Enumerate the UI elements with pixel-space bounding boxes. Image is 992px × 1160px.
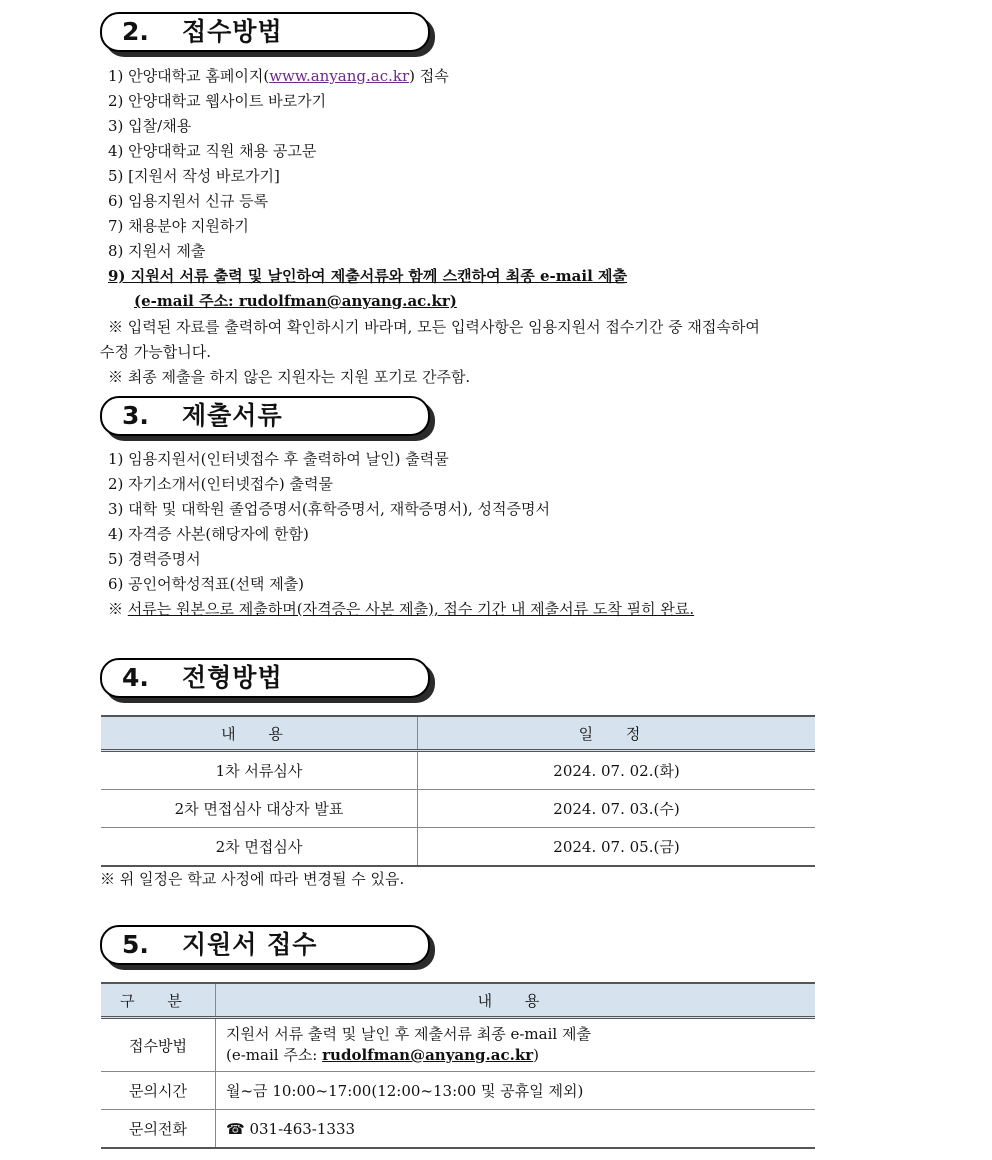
section-heading-5 bbox=[100, 925, 430, 965]
note-review-cont: 수정 가능합니다. bbox=[100, 343, 211, 361]
column-header: 일 정 bbox=[418, 716, 816, 751]
table-cell: 1차 서류심사 bbox=[101, 751, 418, 790]
selection-schedule-table bbox=[101, 715, 815, 867]
table-cell: 2차 면접심사 bbox=[101, 828, 418, 867]
list-item: 3) 입찰/채용 bbox=[108, 117, 192, 135]
table-header-row bbox=[101, 983, 815, 1018]
note-final-submit: ※ 최종 제출을 하지 않은 지원자는 지원 포기로 간주함. bbox=[108, 368, 471, 386]
list-item: 2) 안양대학교 웹사이트 바로가기 bbox=[108, 92, 327, 110]
section-heading-2 bbox=[100, 12, 430, 52]
section-title: 지원서 접수 bbox=[182, 930, 318, 959]
list-item: 7) 채용분야 지원하기 bbox=[108, 217, 249, 235]
application-steps-list bbox=[108, 64, 627, 314]
submit-email-text: (e-mail 주소: rudolfman@anyang.ac.kr) bbox=[226, 1046, 539, 1064]
phone-icon: ☎ bbox=[226, 1119, 245, 1138]
table-cell: 2차 면접심사 대상자 발표 bbox=[101, 790, 418, 828]
list-item: 6) 임용지원서 신규 등록 bbox=[108, 192, 269, 210]
column-header: 구 분 bbox=[101, 983, 216, 1018]
section-heading-4 bbox=[100, 658, 430, 698]
list-item: 5) [지원서 작성 바로가기] bbox=[108, 167, 280, 185]
table-cell: 2024. 07. 05.(금) bbox=[553, 838, 680, 856]
list-item: 1) 임용지원서(인터넷접수 후 출력하여 날인) 출력물 bbox=[108, 450, 449, 468]
note-review: ※ 입력된 자료를 출력하여 확인하시기 바라며, 모든 입력사항은 임용지원서 접수기간 중 재접속하여 bbox=[108, 318, 760, 336]
table-cell: 2024. 07. 03.(수) bbox=[553, 800, 680, 818]
list-item: 8) 지원서 제출 bbox=[108, 242, 206, 260]
table-cell: 2024. 07. 02.(화) bbox=[553, 762, 680, 780]
submit-email-line: (e-mail 주소: rudolfman@anyang.ac.kr) bbox=[134, 292, 457, 310]
application-info-table bbox=[101, 982, 815, 1149]
homepage-link[interactable]: www.anyang.ac.kr bbox=[269, 67, 410, 85]
table-row bbox=[101, 1018, 815, 1072]
column-header: 내 용 bbox=[216, 983, 816, 1018]
list-item: 5) 경력증명서 bbox=[108, 550, 201, 568]
email-link[interactable]: rudolfman@anyang.ac.kr bbox=[322, 1046, 534, 1064]
table-row bbox=[101, 1110, 815, 1149]
list-item: 4) 안양대학교 직원 채용 공고문 bbox=[108, 142, 317, 160]
schedule-note: ※ 위 일정은 학교 사정에 따라 변경될 수 있음. bbox=[100, 870, 405, 888]
documents-list bbox=[108, 447, 694, 622]
table-cell bbox=[216, 1110, 816, 1149]
table-header-row bbox=[101, 716, 815, 751]
list-item: 6) 공인어학성적표(선택 제출) bbox=[108, 575, 305, 593]
row-label: 문의시간 bbox=[101, 1072, 216, 1110]
row-label: 문의전화 bbox=[101, 1110, 216, 1149]
table-cell: 월~금 10:00~17:00(12:00~13:00 및 공휴일 제외) bbox=[226, 1082, 584, 1100]
list-item-final-submit: 9) 지원서 서류 출력 및 날인하여 제출서류와 함께 스캔하여 최종 e-mail 제출 bbox=[108, 267, 627, 285]
section-title: 제출서류 bbox=[182, 401, 283, 430]
submit-method-text: 지원서 서류 출력 및 날인 후 제출서류 최종 e-mail 제출 bbox=[226, 1025, 591, 1043]
section-number: 4. bbox=[122, 663, 149, 692]
list-item: 3) 대학 및 대학원 졸업증명서(휴학증명서, 재학증명서), 성적증명서 bbox=[108, 500, 550, 518]
table-row bbox=[101, 790, 815, 828]
section-number: 3. bbox=[122, 401, 149, 430]
row-label: 접수방법 bbox=[101, 1018, 216, 1072]
section-number: 5. bbox=[122, 930, 149, 959]
section-title: 전형방법 bbox=[182, 663, 283, 692]
table-row bbox=[101, 828, 815, 867]
documents-note: ※ 서류는 원본으로 제출하며(자격증은 사본 제출), 접수 기간 내 제출서류 도착 필히 완료. bbox=[108, 600, 695, 618]
phone-number: 031-463-1333 bbox=[249, 1119, 356, 1138]
section-title: 접수방법 bbox=[182, 17, 283, 46]
section-number: 2. bbox=[122, 17, 149, 46]
list-item: 1) 안양대학교 홈페이지(www.anyang.ac.kr) 접속 bbox=[108, 67, 449, 85]
list-item: 4) 자격증 사본(해당자에 한함) bbox=[108, 525, 309, 543]
table-cell bbox=[216, 1018, 816, 1072]
list-item: 2) 자기소개서(인터넷접수) 출력물 bbox=[108, 475, 334, 493]
section-heading-3 bbox=[100, 396, 430, 436]
column-header: 내 용 bbox=[101, 716, 418, 751]
table-row bbox=[101, 751, 815, 790]
table-row bbox=[101, 1072, 815, 1110]
